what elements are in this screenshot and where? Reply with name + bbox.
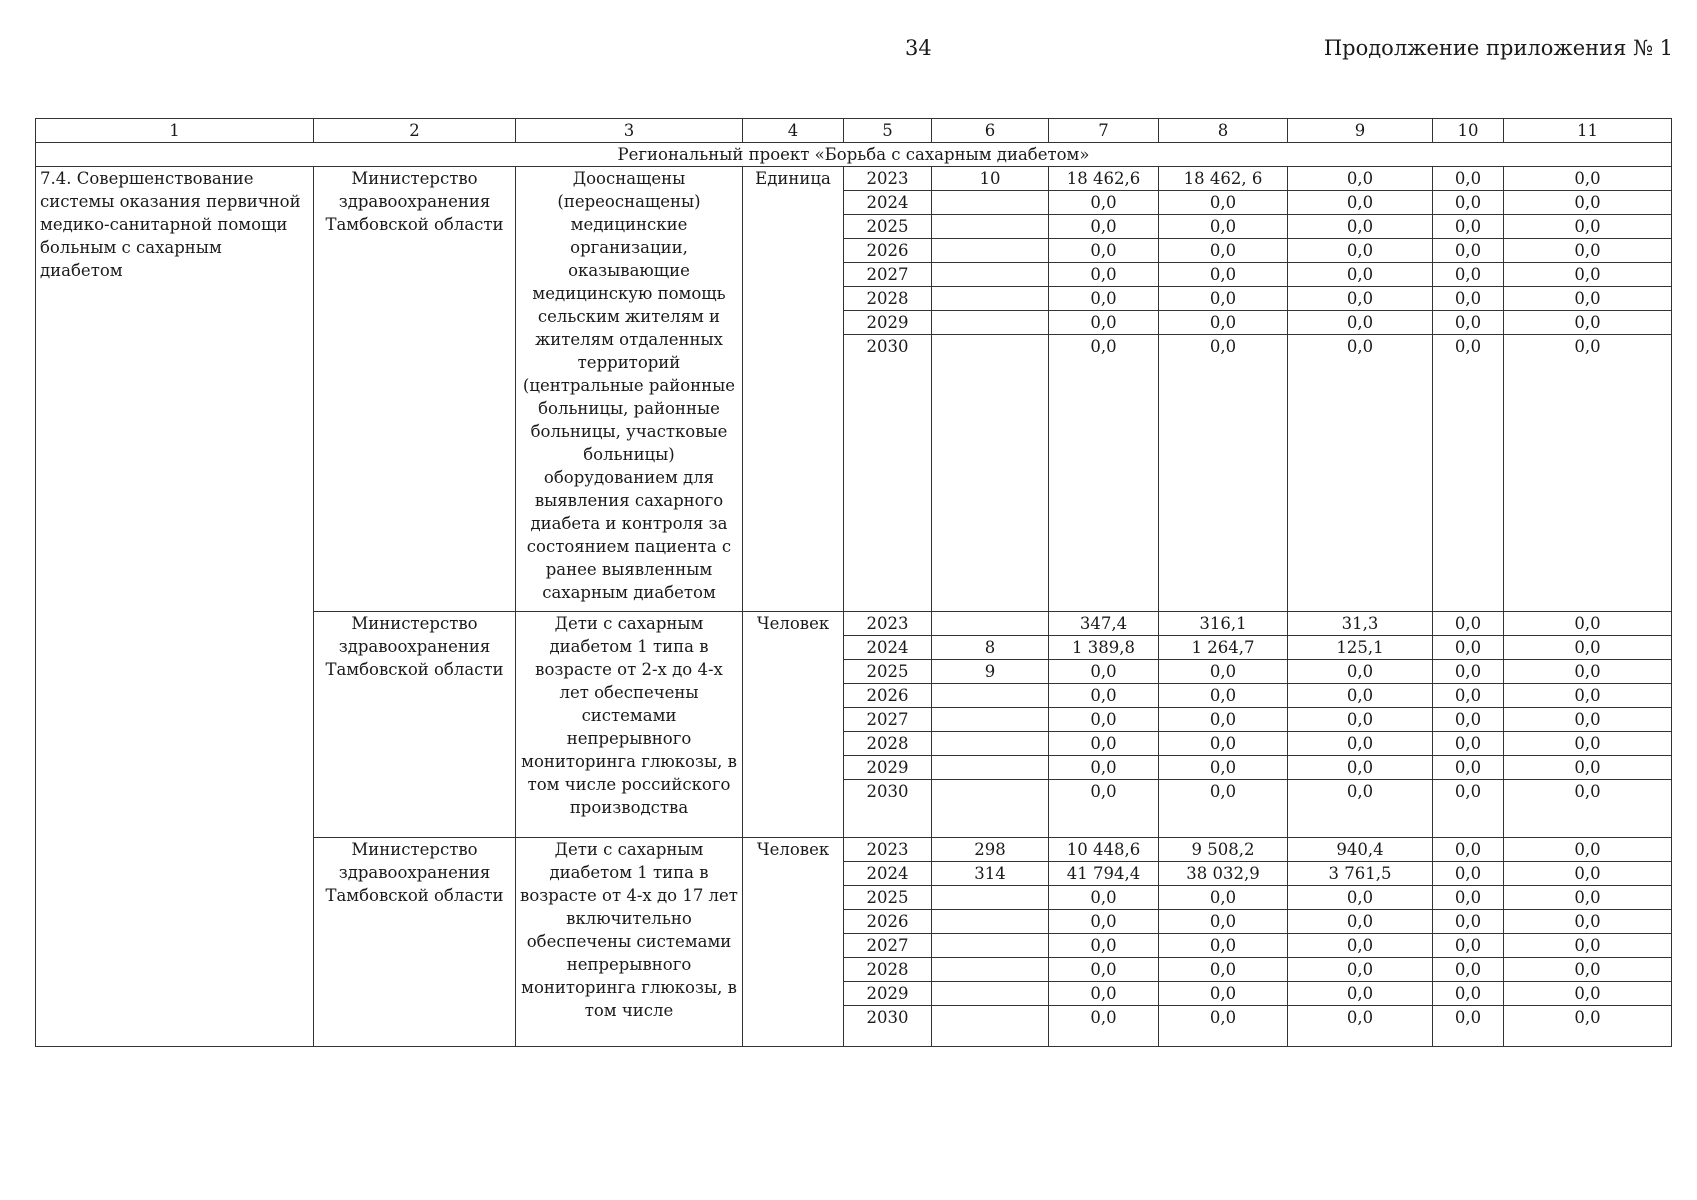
value-col9: 0,0 — [1288, 215, 1433, 239]
value-col11: 0,0 — [1504, 612, 1672, 636]
value-col7: 0,0 — [1049, 684, 1159, 708]
value-col10: 0,0 — [1433, 239, 1504, 263]
value-col10: 0,0 — [1433, 958, 1504, 982]
year-cell: 2030 — [844, 1006, 932, 1047]
value-col7: 0,0 — [1049, 934, 1159, 958]
value-col11: 0,0 — [1504, 311, 1672, 335]
column-header: 8 — [1159, 119, 1288, 143]
value-col9: 0,0 — [1288, 167, 1433, 191]
value-col6 — [932, 612, 1049, 636]
executor-cell: Министерство здравоохранения Тамбовской области — [314, 612, 516, 838]
value-col11: 0,0 — [1504, 732, 1672, 756]
column-header: 7 — [1049, 119, 1159, 143]
value-col9: 940,4 — [1288, 838, 1433, 862]
value-col11: 0,0 — [1504, 684, 1672, 708]
year-cell: 2028 — [844, 732, 932, 756]
value-col6 — [932, 263, 1049, 287]
result-description: Дооснащены (переоснащены) медицинские организации, оказывающие медицинскую помощь сельским жителям и жителям отдаленных территорий (центральные районные больницы, районные больницы, участковые больницы) оборудованием для выявления сахарного диабета и контроля за состоянием пациента с ранее выявленным сахарным диабетом — [516, 167, 743, 612]
value-col7: 18 462,6 — [1049, 167, 1159, 191]
value-col6 — [932, 239, 1049, 263]
value-col7: 0,0 — [1049, 780, 1159, 838]
value-col6: 9 — [932, 660, 1049, 684]
value-col9: 0,0 — [1288, 1006, 1433, 1047]
column-header: 9 — [1288, 119, 1433, 143]
program-table — [35, 118, 1672, 1047]
value-col10: 0,0 — [1433, 636, 1504, 660]
year-cell: 2030 — [844, 335, 932, 612]
value-col11: 0,0 — [1504, 287, 1672, 311]
value-col7: 0,0 — [1049, 335, 1159, 612]
value-col7: 0,0 — [1049, 287, 1159, 311]
year-cell: 2024 — [844, 191, 932, 215]
value-col7: 0,0 — [1049, 239, 1159, 263]
value-col11: 0,0 — [1504, 862, 1672, 886]
value-col6 — [932, 708, 1049, 732]
value-col7: 0,0 — [1049, 910, 1159, 934]
column-header: 3 — [516, 119, 743, 143]
value-col7: 0,0 — [1049, 215, 1159, 239]
value-col6 — [932, 982, 1049, 1006]
value-col7: 1 389,8 — [1049, 636, 1159, 660]
value-col11: 0,0 — [1504, 756, 1672, 780]
value-col10: 0,0 — [1433, 756, 1504, 780]
value-col6: 8 — [932, 636, 1049, 660]
value-col10: 0,0 — [1433, 934, 1504, 958]
value-col6 — [932, 780, 1049, 838]
value-col9: 0,0 — [1288, 732, 1433, 756]
executor-cell: Министерство здравоохранения Тамбовской области — [314, 838, 516, 1047]
value-col11: 0,0 — [1504, 1006, 1672, 1047]
value-col10: 0,0 — [1433, 612, 1504, 636]
page-number: 34 — [905, 36, 932, 60]
year-cell: 2025 — [844, 886, 932, 910]
year-cell: 2029 — [844, 756, 932, 780]
value-col10: 0,0 — [1433, 838, 1504, 862]
measure-name: 7.4. Совершенствование системы оказания первичной медико-санитарной помощи больным с сахарным диабетом — [36, 167, 314, 1047]
value-col8: 0,0 — [1159, 886, 1288, 910]
value-col8: 0,0 — [1159, 708, 1288, 732]
value-col8: 0,0 — [1159, 239, 1288, 263]
unit-cell: Человек — [743, 838, 844, 1047]
value-col8: 0,0 — [1159, 1006, 1288, 1047]
value-col8: 0,0 — [1159, 311, 1288, 335]
value-col10: 0,0 — [1433, 982, 1504, 1006]
value-col6: 10 — [932, 167, 1049, 191]
value-col6 — [932, 311, 1049, 335]
year-cell: 2027 — [844, 263, 932, 287]
value-col7: 0,0 — [1049, 1006, 1159, 1047]
value-col7: 0,0 — [1049, 732, 1159, 756]
value-col6 — [932, 287, 1049, 311]
value-col10: 0,0 — [1433, 910, 1504, 934]
value-col8: 0,0 — [1159, 287, 1288, 311]
column-header: 1 — [36, 119, 314, 143]
unit-cell: Единица — [743, 167, 844, 612]
column-header: 5 — [844, 119, 932, 143]
year-cell: 2030 — [844, 780, 932, 838]
value-col6: 314 — [932, 862, 1049, 886]
value-col10: 0,0 — [1433, 287, 1504, 311]
value-col8: 0,0 — [1159, 335, 1288, 612]
value-col8: 0,0 — [1159, 958, 1288, 982]
value-col6 — [932, 934, 1049, 958]
value-col9: 31,3 — [1288, 612, 1433, 636]
value-col7: 41 794,4 — [1049, 862, 1159, 886]
year-cell: 2025 — [844, 215, 932, 239]
value-col7: 0,0 — [1049, 756, 1159, 780]
value-col9: 0,0 — [1288, 335, 1433, 612]
value-col8: 9 508,2 — [1159, 838, 1288, 862]
value-col9: 0,0 — [1288, 958, 1433, 982]
value-col8: 316,1 — [1159, 612, 1288, 636]
value-col11: 0,0 — [1504, 982, 1672, 1006]
value-col11: 0,0 — [1504, 167, 1672, 191]
year-cell: 2025 — [844, 660, 932, 684]
year-cell: 2023 — [844, 612, 932, 636]
value-col8: 38 032,9 — [1159, 862, 1288, 886]
value-col7: 0,0 — [1049, 660, 1159, 684]
value-col8: 0,0 — [1159, 934, 1288, 958]
value-col9: 0,0 — [1288, 886, 1433, 910]
year-cell: 2026 — [844, 910, 932, 934]
value-col6 — [932, 886, 1049, 910]
value-col10: 0,0 — [1433, 335, 1504, 612]
value-col11: 0,0 — [1504, 838, 1672, 862]
value-col9: 0,0 — [1288, 684, 1433, 708]
value-col10: 0,0 — [1433, 191, 1504, 215]
column-number-row — [36, 119, 1672, 143]
value-col8: 0,0 — [1159, 191, 1288, 215]
value-col7: 0,0 — [1049, 708, 1159, 732]
unit-cell: Человек — [743, 612, 844, 838]
value-col11: 0,0 — [1504, 263, 1672, 287]
value-col8: 0,0 — [1159, 263, 1288, 287]
value-col7: 10 448,6 — [1049, 838, 1159, 862]
value-col10: 0,0 — [1433, 263, 1504, 287]
value-col6 — [932, 335, 1049, 612]
value-col6 — [932, 191, 1049, 215]
executor-cell: Министерство здравоохранения Тамбовской области — [314, 167, 516, 612]
appendix-continuation-label: Продолжение приложения № 1 — [1323, 36, 1673, 60]
value-col9: 3 761,5 — [1288, 862, 1433, 886]
value-col11: 0,0 — [1504, 239, 1672, 263]
year-cell: 2029 — [844, 311, 932, 335]
value-col11: 0,0 — [1504, 910, 1672, 934]
value-col6 — [932, 958, 1049, 982]
value-col11: 0,0 — [1504, 934, 1672, 958]
year-cell: 2023 — [844, 167, 932, 191]
value-col9: 0,0 — [1288, 311, 1433, 335]
project-title-row — [36, 143, 1672, 167]
value-col8: 0,0 — [1159, 756, 1288, 780]
value-col11: 0,0 — [1504, 780, 1672, 838]
value-col9: 0,0 — [1288, 660, 1433, 684]
value-col10: 0,0 — [1433, 684, 1504, 708]
value-col7: 347,4 — [1049, 612, 1159, 636]
value-col11: 0,0 — [1504, 636, 1672, 660]
value-col6 — [932, 756, 1049, 780]
value-col10: 0,0 — [1433, 215, 1504, 239]
result-description: Дети с сахарным диабетом 1 типа в возрасте от 2-х до 4-х лет обеспечены системами непрерывного мониторинга глюкозы, в том числе российского производства — [516, 612, 743, 838]
value-col9: 0,0 — [1288, 239, 1433, 263]
year-cell: 2024 — [844, 862, 932, 886]
column-header: 10 — [1433, 119, 1504, 143]
value-col10: 0,0 — [1433, 780, 1504, 838]
value-col9: 0,0 — [1288, 934, 1433, 958]
column-header: 4 — [743, 119, 844, 143]
value-col6 — [932, 1006, 1049, 1047]
table-row — [36, 167, 1672, 191]
value-col7: 0,0 — [1049, 958, 1159, 982]
value-col9: 0,0 — [1288, 780, 1433, 838]
year-cell: 2024 — [844, 636, 932, 660]
value-col11: 0,0 — [1504, 660, 1672, 684]
value-col8: 0,0 — [1159, 910, 1288, 934]
value-col11: 0,0 — [1504, 215, 1672, 239]
value-col11: 0,0 — [1504, 335, 1672, 612]
year-cell: 2027 — [844, 934, 932, 958]
value-col8: 0,0 — [1159, 982, 1288, 1006]
value-col9: 0,0 — [1288, 287, 1433, 311]
value-col10: 0,0 — [1433, 886, 1504, 910]
value-col9: 0,0 — [1288, 982, 1433, 1006]
value-col11: 0,0 — [1504, 708, 1672, 732]
year-cell: 2026 — [844, 239, 932, 263]
value-col7: 0,0 — [1049, 311, 1159, 335]
value-col10: 0,0 — [1433, 862, 1504, 886]
value-col8: 0,0 — [1159, 684, 1288, 708]
value-col11: 0,0 — [1504, 886, 1672, 910]
value-col6: 298 — [932, 838, 1049, 862]
column-header: 11 — [1504, 119, 1672, 143]
value-col6 — [932, 910, 1049, 934]
column-header: 6 — [932, 119, 1049, 143]
value-col9: 0,0 — [1288, 191, 1433, 215]
value-col10: 0,0 — [1433, 660, 1504, 684]
year-cell: 2028 — [844, 958, 932, 982]
value-col9: 0,0 — [1288, 910, 1433, 934]
value-col9: 125,1 — [1288, 636, 1433, 660]
value-col7: 0,0 — [1049, 886, 1159, 910]
value-col10: 0,0 — [1433, 1006, 1504, 1047]
year-cell: 2027 — [844, 708, 932, 732]
year-cell: 2023 — [844, 838, 932, 862]
value-col10: 0,0 — [1433, 732, 1504, 756]
value-col7: 0,0 — [1049, 191, 1159, 215]
year-cell: 2028 — [844, 287, 932, 311]
value-col9: 0,0 — [1288, 263, 1433, 287]
value-col8: 0,0 — [1159, 215, 1288, 239]
project-title: Региональный проект «Борьба с сахарным диабетом» — [36, 143, 1672, 167]
value-col7: 0,0 — [1049, 263, 1159, 287]
value-col6 — [932, 215, 1049, 239]
value-col11: 0,0 — [1504, 958, 1672, 982]
value-col8: 1 264,7 — [1159, 636, 1288, 660]
value-col8: 18 462, 6 — [1159, 167, 1288, 191]
value-col8: 0,0 — [1159, 732, 1288, 756]
value-col6 — [932, 684, 1049, 708]
value-col10: 0,0 — [1433, 311, 1504, 335]
result-description: Дети с сахарным диабетом 1 типа в возрасте от 4-х до 17 лет включительно обеспечены системами непрерывного мониторинга глюкозы, в том числе — [516, 838, 743, 1047]
value-col9: 0,0 — [1288, 708, 1433, 732]
value-col9: 0,0 — [1288, 756, 1433, 780]
value-col6 — [932, 732, 1049, 756]
year-cell: 2029 — [844, 982, 932, 1006]
column-header: 2 — [314, 119, 516, 143]
value-col8: 0,0 — [1159, 660, 1288, 684]
value-col8: 0,0 — [1159, 780, 1288, 838]
value-col10: 0,0 — [1433, 167, 1504, 191]
value-col10: 0,0 — [1433, 708, 1504, 732]
value-col11: 0,0 — [1504, 191, 1672, 215]
value-col7: 0,0 — [1049, 982, 1159, 1006]
year-cell: 2026 — [844, 684, 932, 708]
